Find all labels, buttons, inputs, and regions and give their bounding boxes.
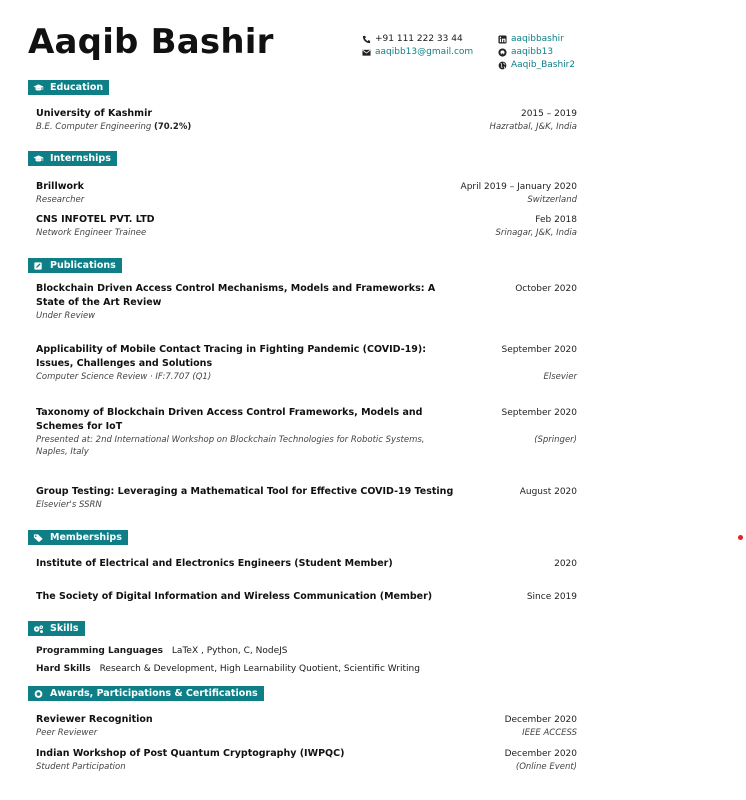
award-organization: IEEE ACCESS	[522, 728, 577, 738]
section-skills	[28, 621, 85, 636]
internship-role: Researcher	[36, 195, 85, 205]
section-awards-label: Awards, Participations & Certifications	[50, 688, 258, 699]
publication-venue: Presented at: 2nd International Workshop on Blockchain Technologies for Robotic Systems, Naples, Italy	[36, 435, 425, 457]
award-date: December 2020	[504, 749, 577, 759]
github-icon	[498, 48, 507, 57]
membership-date: 2020	[554, 559, 577, 569]
publication-date: September 2020	[501, 345, 577, 355]
publication-publisher: Elsevier	[543, 372, 577, 382]
linkedin-row[interactable]	[498, 33, 575, 46]
tag-icon	[33, 533, 44, 543]
award-entry	[36, 747, 577, 773]
internship-company: CNS INFOTEL PVT. LTD	[36, 214, 155, 225]
github-link[interactable]: aaqibb13	[511, 47, 554, 57]
award-date: December 2020	[504, 715, 577, 725]
publication-venue: Under Review	[36, 311, 96, 321]
publication-venue: Computer Science Review · IF:7.707 (Q1)	[36, 372, 212, 382]
publication-venue: Elsevier's SSRN	[36, 500, 102, 510]
membership-title: The Society of Digital Information and Wireless Communication (Member)	[36, 591, 433, 602]
publication-date: September 2020	[501, 408, 577, 418]
internship-date: Feb 2018	[535, 215, 577, 225]
education-degree-line	[36, 121, 191, 133]
internship-date: April 2019 – January 2020	[460, 182, 577, 192]
pencil-square-icon	[33, 261, 44, 271]
award-organization: (Online Event)	[515, 762, 577, 772]
membership-date: Since 2019	[526, 592, 577, 602]
resume-name: Aaqib Bashir	[28, 22, 274, 62]
envelope-icon	[362, 48, 371, 57]
internship-location: Switzerland	[527, 195, 577, 205]
section-publications	[28, 258, 122, 273]
publication-publisher: (Springer)	[534, 435, 577, 445]
phone-row	[362, 33, 473, 46]
publication-entry	[36, 485, 577, 511]
award-title: Reviewer Recognition	[36, 714, 153, 725]
phone-number: +91 111 222 33 44	[375, 34, 463, 44]
publication-date: October 2020	[515, 284, 577, 294]
education-date: 2015 – 2019	[520, 109, 577, 119]
email-row[interactable]	[362, 46, 473, 59]
linkedin-icon	[498, 35, 507, 44]
internship-entry	[36, 180, 577, 206]
membership-entry	[36, 557, 577, 571]
publication-title: Group Testing: Leveraging a Mathematical Tool for Effective COVID-19 Testing	[36, 486, 454, 497]
publication-title: Taxonomy of Blockchain Driven Access Control Frameworks, Models and Schemes for IoT	[36, 407, 423, 432]
skill-row	[36, 662, 420, 676]
contact-left	[362, 33, 473, 59]
section-memberships-label: Memberships	[50, 532, 122, 543]
publication-entry	[36, 343, 577, 383]
email-link[interactable]: aaqibb13@gmail.com	[375, 47, 474, 57]
section-internships-label: Internships	[50, 153, 111, 164]
membership-title: Institute of Electrical and Electronics Engineers (Student Member)	[36, 558, 393, 569]
website-link[interactable]: Aaqib_Bashir2	[511, 60, 576, 70]
education-entry	[36, 107, 577, 133]
award-role: Peer Reviewer	[36, 728, 98, 738]
globe-icon	[498, 61, 507, 70]
publication-entry	[36, 406, 577, 458]
section-publications-label: Publications	[50, 260, 116, 271]
website-row[interactable]	[498, 59, 575, 72]
education-degree: B.E. Computer Engineering	[36, 122, 152, 132]
phone-icon	[362, 35, 371, 44]
contact-right	[498, 33, 575, 72]
section-internships	[28, 151, 117, 166]
publication-entry	[36, 282, 577, 322]
section-awards	[28, 686, 264, 701]
section-skills-label: Skills	[50, 623, 79, 634]
skill-value: Research & Development, High Learnability Quotient, Scientific Writing	[99, 664, 420, 674]
skill-key: Hard Skills	[36, 664, 91, 674]
linkedin-link[interactable]: aaqibbashir	[511, 34, 564, 44]
membership-entry	[36, 590, 577, 604]
publication-title: Blockchain Driven Access Control Mechanisms, Models and Frameworks: A State of the Art Review	[36, 283, 436, 308]
publication-title: Applicability of Mobile Contact Tracing in Fighting Pandemic (COVID-19): Issues, Challenges and Solutions	[36, 344, 427, 369]
section-education-label: Education	[50, 82, 104, 93]
award-title: Indian Workshop of Post Quantum Cryptography (IWPQC)	[36, 748, 345, 759]
education-grade: (70.2%)	[153, 122, 192, 132]
internship-location: Srinagar, J&K, India	[495, 228, 577, 238]
red-marker-dot	[738, 535, 743, 540]
graduation-cap-icon	[33, 154, 44, 164]
skill-key: Programming Languages	[36, 646, 164, 656]
section-education	[28, 80, 109, 95]
graduation-cap-icon	[33, 83, 44, 93]
award-icon	[33, 689, 44, 699]
internship-company: Brillwork	[36, 181, 85, 192]
gears-icon	[33, 624, 44, 634]
skill-value: LaTeX , Python, C, NodeJS	[171, 646, 288, 656]
award-entry	[36, 713, 577, 739]
internship-role: Network Engineer Trainee	[36, 228, 147, 238]
section-memberships	[28, 530, 128, 545]
github-row[interactable]	[498, 46, 575, 59]
internship-entry	[36, 213, 577, 239]
publication-date: August 2020	[519, 487, 577, 497]
award-role: Student Participation	[36, 762, 126, 772]
skill-row	[36, 644, 288, 658]
education-school: University of Kashmir	[36, 108, 153, 119]
education-location: Hazratbal, J&K, India	[489, 122, 577, 132]
